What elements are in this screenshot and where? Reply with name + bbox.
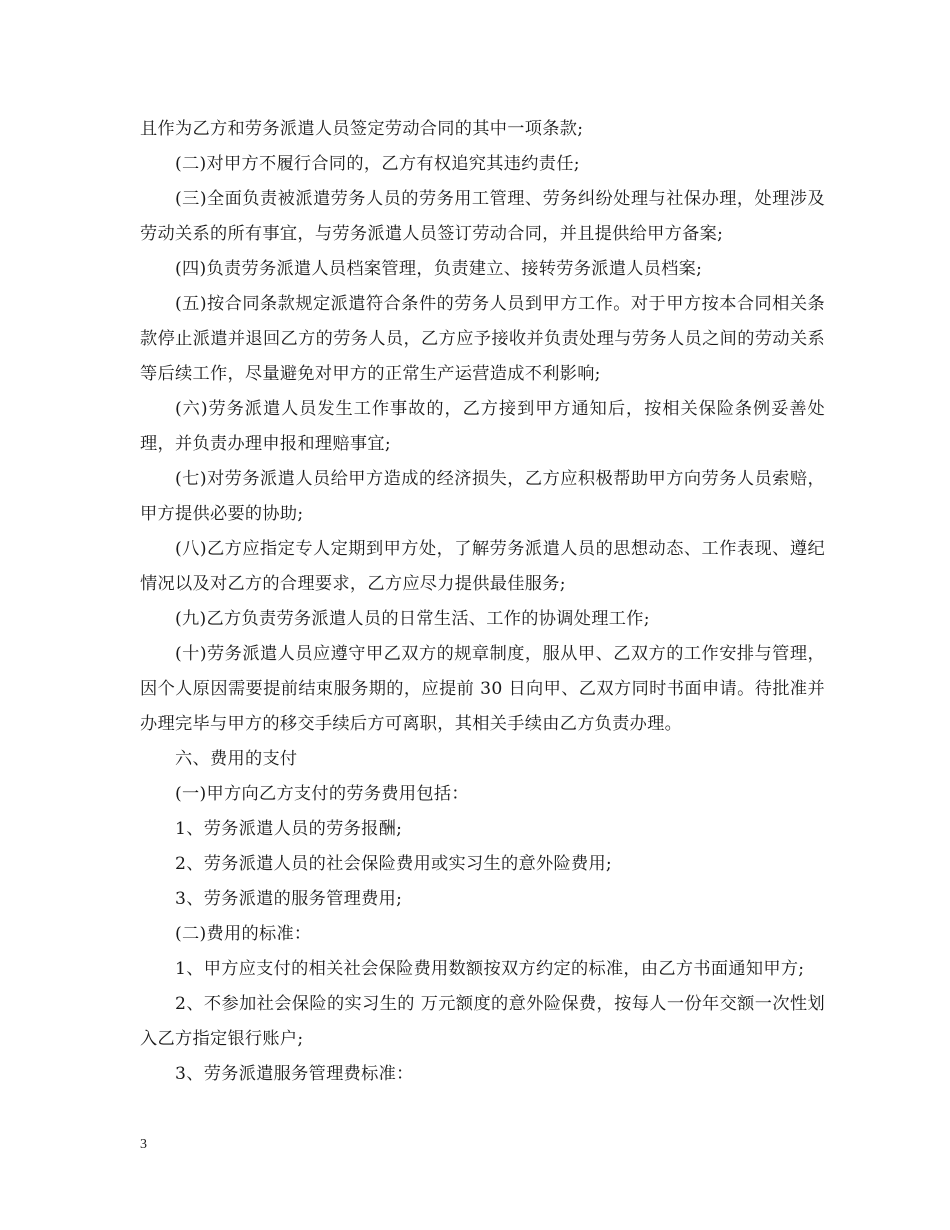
- paragraph: (五)按合同条款规定派遣符合条件的劳务人员到甲方工作。对于甲方按本合同相关条款停止派遣并退回乙方的劳务人员，乙方应予接收并负责处理与劳务人员之间的劳动关系等后续工作，尽量避免对甲方的正常生产运营造成不利影响;: [140, 294, 825, 384]
- paragraph: (十)劳务派遣人员应遵守甲乙双方的规章制度，服从甲、乙双方的工作安排与管理，因个人原因需要提前结束服务期的，应提前 30 日向甲、乙双方同时书面申请。待批准并办理完毕与甲方的移交手续后方可离职，其相关手续由乙方负责办理。: [140, 644, 825, 734]
- paragraph: 2、不参加社会保险的实习生的 万元额度的意外险保费，按每人一份年交额一次性划入乙方指定银行账户;: [140, 994, 825, 1049]
- paragraph: 3、劳务派遣服务管理费标准：: [175, 1064, 414, 1084]
- paragraph: 1、甲方应支付的相关社会保险费用数额按双方约定的标准，由乙方书面通知甲方;: [175, 959, 805, 979]
- page-number: 3: [140, 1137, 147, 1152]
- paragraph: (八)乙方应指定专人定期到甲方处，了解劳务派遣人员的思想动态、工作表现、遵纪情况以及对乙方的合理要求，乙方应尽力提供最佳服务;: [140, 539, 825, 594]
- paragraph: (七)对劳务派遣人员给甲方造成的经济损失，乙方应积极帮助甲方向劳务人员索赔，甲方提供必要的协助;: [140, 469, 825, 524]
- paragraph: (三)全面负责被派遣劳务人员的劳务用工管理、劳务纠纷处理与社保办理，处理涉及劳动关系的所有事宜，与劳务派遣人员签订劳动合同，并且提供给甲方备案;: [140, 189, 825, 244]
- paragraph: (四)负责劳务派遣人员档案管理，负责建立、接转劳务派遣人员档案;: [175, 259, 703, 279]
- paragraph: (一)甲方向乙方支付的劳务费用包括：: [175, 784, 469, 804]
- paragraph: (六)劳务派遣人员发生工作事故的，乙方接到甲方通知后，按相关保险条例妥善处理，并负责办理申报和理赔事宜;: [140, 399, 825, 454]
- paragraph: (二)对甲方不履行合同的，乙方有权追究其违约责任;: [175, 154, 580, 174]
- paragraph: 3、劳务派遣的服务管理费用;: [175, 889, 403, 909]
- paragraph: (二)费用的标准：: [175, 924, 312, 944]
- paragraph: 且作为乙方和劳务派遣人员签定劳动合同的其中一项条款;: [140, 119, 584, 139]
- paragraph: 六、费用的支付: [175, 749, 298, 769]
- document-body: [140, 112, 825, 1092]
- paragraph: 2、劳务派遣人员的社会保险费用或实习生的意外险费用;: [175, 854, 613, 874]
- paragraph: (九)乙方负责劳务派遣人员的日常生活、工作的协调处理工作;: [175, 609, 650, 629]
- paragraph: 1、劳务派遣人员的劳务报酬;: [175, 819, 403, 839]
